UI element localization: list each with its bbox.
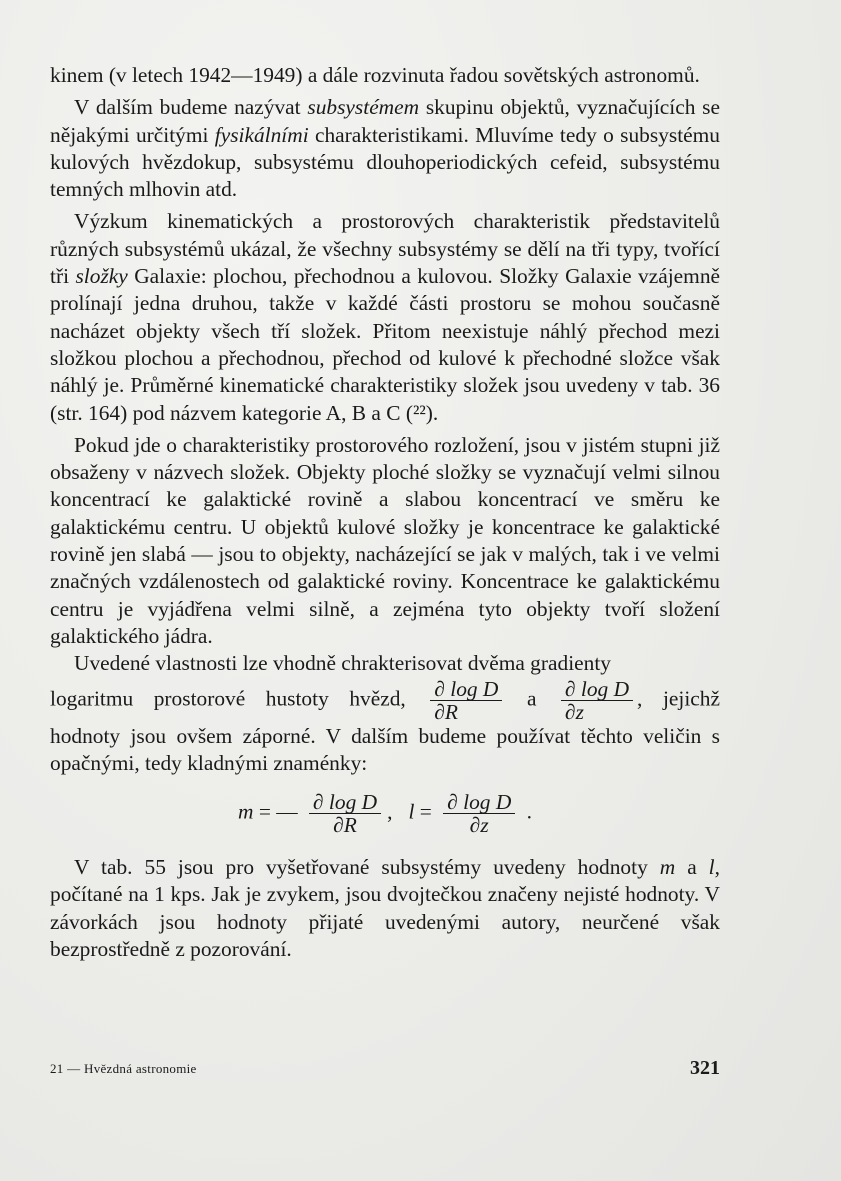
paragraph-5-gradients bbox=[50, 678, 720, 723]
paragraph-4 bbox=[50, 432, 720, 650]
gradient-z-numerator: ∂ log D bbox=[565, 676, 630, 701]
paragraph-5-line-1 bbox=[50, 650, 720, 677]
equation-m-fraction bbox=[309, 791, 381, 836]
paragraph-3 bbox=[50, 208, 720, 426]
equation-comma: , bbox=[387, 799, 393, 824]
paragraph-2 bbox=[50, 94, 720, 203]
gradient-z-fraction bbox=[561, 678, 633, 723]
paragraph-1 bbox=[50, 62, 720, 89]
and-word: a bbox=[526, 685, 537, 710]
equation-l-denominator: ∂z bbox=[443, 813, 515, 836]
paragraph-1-text: kinem (v letech 1942—1949) a dále rozvinuta řadou sovětských astronomů. bbox=[50, 63, 700, 87]
paragraph-4-text: Pokud jde o charakteristiky prostorového rozložení, jsou v jistém stupni již obsaženy v názvech složek. Objekty ploché složky se vyznačují velmi silnou koncentrací ke galaktické rovině a slabou koncentrací ve směru ke galaktickému centru. U objektů kulové složky je koncentrace ke galaktické rovině jen slabá — jsou to objekty, nacházející se jak v malých, tak i ve velmi značných vzdálenostech od galaktické roviny. Koncentrace ke galaktickému centru je vyjádřena velmi silně, a zejména tyto objekty tvoří složení galaktického jádra. bbox=[50, 432, 720, 648]
paragraph-5-text-d: hodnoty jsou ovšem záporné. V dalším budeme používat těchto veličin s opačnými, tedy kladnými znaménky: bbox=[50, 723, 720, 775]
equation-m-numerator: ∂ log D bbox=[313, 790, 378, 815]
equation-l-variable: l bbox=[408, 799, 415, 824]
paragraph-5-rest bbox=[50, 723, 720, 778]
equation-minus: — bbox=[276, 799, 298, 824]
emphasis-physical: fysikálními bbox=[214, 122, 309, 147]
equation-l-numerator: ∂ log D bbox=[447, 790, 512, 815]
equation-equals-1: = bbox=[258, 799, 271, 824]
equation-m-l bbox=[50, 791, 720, 836]
paragraph-6-text-b: a bbox=[675, 855, 709, 880]
paragraph-6-l: l bbox=[708, 855, 715, 880]
paragraph-3-text-a: Výzkum kinematických a prostorových charakteristik představitelů různých subsystémů ukázal, že všechny subsystémy se dělí na tři typy, tvořící tři bbox=[50, 209, 720, 289]
equation-period: . bbox=[526, 799, 532, 824]
gradient-R-fraction bbox=[430, 678, 502, 723]
footer-signature: 21 — Hvězdná astronomie bbox=[50, 1061, 197, 1076]
paragraph-6-text-a: V tab. 55 jsou pro vyšetřované subsystémy uvedeny hodnoty bbox=[74, 855, 660, 880]
page-number: 321 bbox=[690, 1057, 720, 1079]
page-footer bbox=[50, 1057, 720, 1081]
paragraph-6 bbox=[50, 854, 720, 963]
paragraph-6-text-c: , počítané na 1 kps. Jak je zvykem, jsou dvojtečkou značeny nejisté hodnoty. V závorkách jsou hodnoty přijaté uvedenými autory, neurčené však bezprostředně z pozorování. bbox=[50, 855, 720, 962]
paragraph-3-text-b: Galaxie: plochou, přechodnou a kulovou. Složky Galaxie vzájemně prolínají jedna druhou, takže v každé části prostoru se mohou současně nacházet objekty všech tří složek. Přitom neexistuje náhlý přechod mezi složkou plochou a přechodnou, přechod od kulové k přechodné složce však náhlý je. Průměrné kinematické charakteristiky složek jsou uvedeny v tab. 36 (str. 164) pod názvem kategorie A, B a C (²²). bbox=[50, 264, 721, 425]
paragraph-2-text-b: skupinu objektů, vyznačujících se nějakými určitými bbox=[50, 95, 720, 147]
gradient-R-numerator: ∂ log D bbox=[434, 676, 499, 701]
equation-equals-2: = bbox=[419, 799, 432, 824]
paragraph-5-text-a: Uvedené vlastnosti lze vhodně chrakterisovat dvěma gradienty bbox=[74, 651, 611, 676]
gradient-R-denominator: ∂R bbox=[430, 700, 502, 723]
equation-l-fraction bbox=[443, 791, 515, 836]
equation-m-variable: m bbox=[238, 799, 254, 824]
paragraph-5-text-c: , jejichž bbox=[637, 685, 720, 710]
paragraph-5-text-b: logaritmu prostorové hustoty hvězd, bbox=[50, 685, 406, 710]
paragraph-2-text-c: charakteristikami. Mluvíme tedy o subsystému kulových hvězdokup, subsystému dlouhoperiodických cefeid, subsystému temných mlhovin atd. bbox=[50, 122, 720, 202]
equation-m-denominator: ∂R bbox=[309, 813, 381, 836]
paragraph-6-m: m bbox=[659, 855, 676, 880]
gradient-z-denominator: ∂z bbox=[561, 700, 633, 723]
emphasis-components: složky bbox=[75, 264, 128, 289]
paragraph-2-text-a: V dalším budeme nazývat bbox=[74, 95, 308, 120]
page-body bbox=[50, 62, 720, 963]
emphasis-subsystem: subsystémem bbox=[307, 95, 420, 120]
